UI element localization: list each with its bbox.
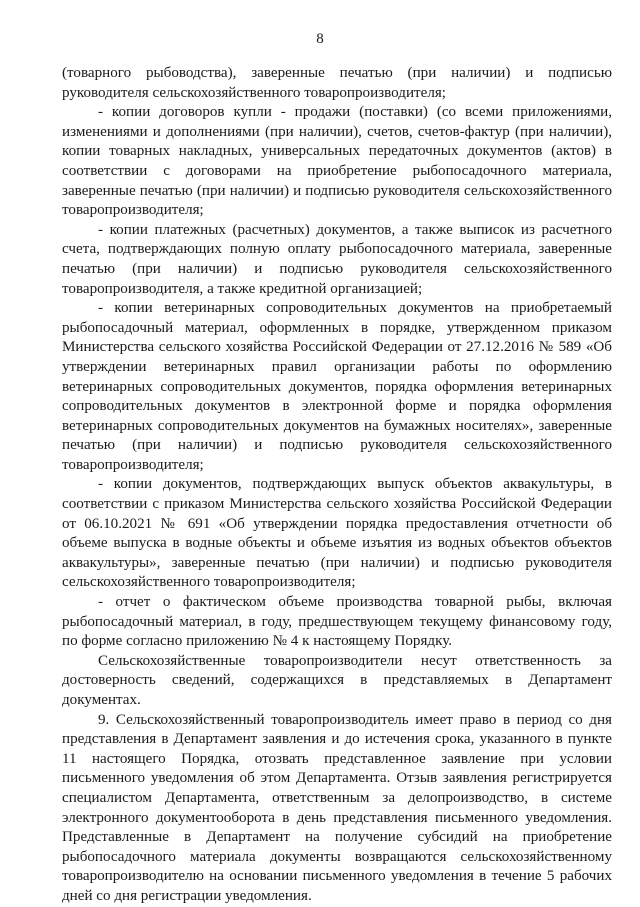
list-item-payments: - копии платежных (расчетных) документов, а также выписок из расчетного счета, подтверждающих полную оплату рыбопосадочного материала, заверенные печатью (при наличии) и подписью руководителя сельскохозяйственного товаропроизводителя, а также кредитной организацией; <box>62 221 612 297</box>
paragraph-section-9: 9. Сельскохозяйственный товаропроизводитель имеет право в период со дня представления в Департамент заявления и до истечения срока, указанного в пункте 11 настоящего Порядка, отозвать представленное заявление при условии письменного уведомления об этом Департамента. Отзыв заявления регистрируется специалистом Департамента, ответственным за делопроизводство, в системе электронного документооборота в день представления письменного уведомления. Представленные в Департамент на получение субсидий на приобретение рыбопосадочного материала документы возвращаются сельскохозяйственному товаропроизводителю на основании письменного уведомления в течение 5 рабочих дней со дня регистрации уведомления. <box>62 711 612 904</box>
document-body <box>62 64 612 907</box>
list-item-production-report: - отчет о фактическом объеме производства товарной рыбы, включая рыбопосадочный материал, в году, предшествующем текущему финансовому году, по форме согласно приложению № 4 к настоящему Порядку. <box>62 594 612 650</box>
list-item-aquaculture-release: - копии документов, подтверждающих выпуск объектов аквакультуры, в соответствии с приказом Министерства сельского хозяйства Российской Федерации от 06.10.2021 № 691 «Об утверждении порядка предоставления отчетности об объеме выпуска в водные объекты и объеме изъятия из водных объектов объектов аквакультуры», заверенные печатью (при наличии) и подписью руководителя сельскохозяйственного товаропроизводителя; <box>62 476 612 591</box>
paragraph-responsibility: Сельскохозяйственные товаропроизводители несут ответственность за достоверность сведений, содержащихся в представляемых в Департамент документах. <box>62 652 612 708</box>
page-number: 8 <box>316 31 324 47</box>
paragraph-continuation: (товарного рыбоводства), заверенные печатью (при наличии) и подписью руководителя сельскохозяйственного товаропроизводителя; <box>62 65 612 101</box>
list-item-contracts: - копии договоров купли - продажи (поставки) (со всеми приложениями, изменениями и дополнениями (при наличии), счетов, счетов-фактур (при наличии), копии товарных накладных, универсальных передаточных документов (актов) в соответствии с договорами на приобретение рыбопосадочного материала, заверенные печатью (при наличии) и подписью руководителя сельскохозяйственного товаропроизводителя; <box>62 104 612 219</box>
list-item-veterinary: - копии ветеринарных сопроводительных документов на приобретаемый рыбопосадочный материал, оформленных в порядке, утвержденном приказом Министерства сельского хозяйства Российской Федерации от 27.12.2016 № 589 «Об утверждении ветеринарных правил организации работы по оформлению ветеринарных сопроводительных документов, порядка оформления ветеринарных сопроводительных документов в электронной форме и порядка оформления ветеринарных сопроводительных документов на бумажных носителях», заверенные печатью (при наличии) и подписью руководителя сельскохозяйственного товаропроизводителя; <box>62 300 612 473</box>
